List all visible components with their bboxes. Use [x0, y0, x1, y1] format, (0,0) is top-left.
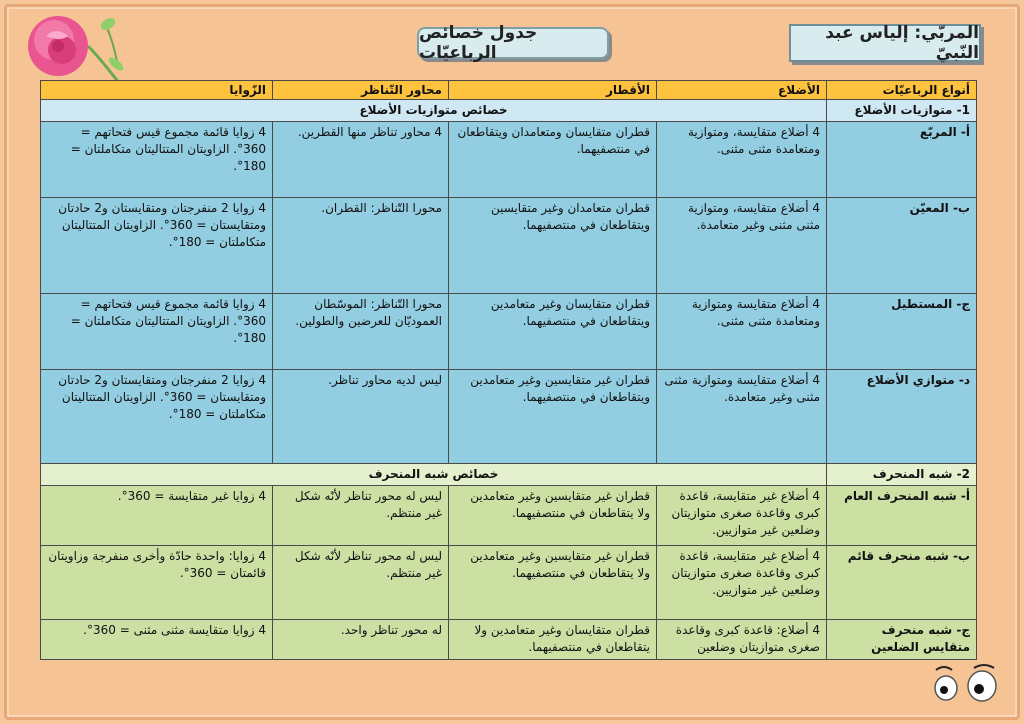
column-header: الأقطار: [449, 81, 657, 100]
angles-cell: 4 زوايا قائمة مجموع قيس فتحاتهم = 360°. الزاويتان المتتاليتان متكاملتان = 180°.: [41, 294, 273, 370]
kind-cell: أ- شبه المنحرف العام: [827, 486, 977, 546]
axes-cell: له محور تناظر واحد.: [273, 620, 449, 660]
kind-cell: ج- شبه منحرف متقايس الضلعين: [827, 620, 977, 660]
sides-cell: 4 أضلاع غير متقايسة، قاعدة كبرى وقاعدة صغرى متوازيتان وضلعين غير متوازيين.: [657, 486, 827, 546]
section-row-parallelograms: [41, 100, 977, 122]
table-row: [41, 370, 977, 464]
axes-cell: ليس له محور تناظر لأنّه شكل غير منتظم.: [273, 546, 449, 620]
column-header: الزّوايا: [41, 81, 273, 100]
angles-cell: 4 زوايا 2 منفرجتان ومتقايستان و2 حادتان ومتقايستان = 360°. الزاويتان المتتاليتان متكاملتان = 180°.: [41, 198, 273, 294]
sides-cell: 4 أضلاع غير متقايسة، قاعدة كبرى وقاعدة صغرى متوازيتان وضلعين غير متوازيين.: [657, 546, 827, 620]
section-label: 2- شبه المنحرف: [827, 464, 977, 486]
section-row-trapezoids: [41, 464, 977, 486]
diagonals-cell: قطران غير متقايسين وغير متعامدين ويتقاطعان في منتصفيهما.: [449, 370, 657, 464]
angles-cell: 4 زوايا غير متقايسة = 360°.: [41, 486, 273, 546]
diagonals-cell: قطران متقايسان وغير متعامدين ويتقاطعان في منتصفيهما.: [449, 294, 657, 370]
column-header: الأضلاع: [657, 81, 827, 100]
axes-cell: ليس لديه محاور تناظر.: [273, 370, 449, 464]
sides-cell: 4 أضلاع متقايسة، ومتوازية ومتعامدة مثنى مثنى.: [657, 122, 827, 198]
kind-cell: أ- المربّع: [827, 122, 977, 198]
axes-cell: ليس له محور تناظر لأنّه شكل غير منتظم.: [273, 486, 449, 546]
table-row: [41, 486, 977, 546]
page-title: جدول خصائص الرباعيّات: [417, 27, 609, 59]
column-header: أنواع الرباعيّات: [827, 81, 977, 100]
angles-cell: 4 زوايا 2 منفرجتان ومتقايستان و2 حادتان ومتقايستان = 360°. الزاويتان المتتاليتان متكاملتان = 180°.: [41, 370, 273, 464]
kind-cell: ج- المستطيل: [827, 294, 977, 370]
table-row: [41, 122, 977, 198]
kind-cell: ب- شبه منحرف قائم: [827, 546, 977, 620]
table-row: [41, 620, 977, 660]
angles-cell: 4 زوايا قائمة مجموع قيس فتحاتهم = 360°. الزاويتان المتتاليتان متكاملتان = 180°.: [41, 122, 273, 198]
column-header: محاور التّناظر: [273, 81, 449, 100]
table-row: [41, 294, 977, 370]
axes-cell: 4 محاور تناظر منها القطرين.: [273, 122, 449, 198]
table-header-row: [41, 81, 977, 100]
table-row: [41, 198, 977, 294]
diagonals-cell: قطران غير متقايسين وغير متعامدين ولا يتقاطعان في منتصفيهما.: [449, 486, 657, 546]
diagonals-cell: قطران غير متقايسين وغير متعامدين ولا يتقاطعان في منتصفيهما.: [449, 546, 657, 620]
section-title: خصائص متوازيات الأضلاع: [41, 100, 827, 122]
axes-cell: محورا التّناظر: القطران.: [273, 198, 449, 294]
section-title: خصائص شبه المنحرف: [41, 464, 827, 486]
kind-cell: ب- المعيّن: [827, 198, 977, 294]
sides-cell: 4 أضلاع متقايسة، ومتوازية مثنى مثنى وغير متعامدة.: [657, 198, 827, 294]
kind-cell: د- متوازي الأضلاع: [827, 370, 977, 464]
diagonals-cell: قطران متقايسان ومتعامدان ويتقاطعان في منتصفيهما.: [449, 122, 657, 198]
sides-cell: 4 أضلاع متقايسة ومتوازية مثنى مثنى وغير متعامدة.: [657, 370, 827, 464]
cartoon-eyes-icon: [930, 662, 1010, 706]
sides-cell: 4 أضلاع: قاعدة كبرى وقاعدة صغرى متوازيتان وضلعين: [657, 620, 827, 660]
angles-cell: 4 زوايا: واحدة حادّة وأخرى منفرجة وزاويتان قائمتان = 360°.: [41, 546, 273, 620]
teacher-name: المربّي: إلياس عبد النّبيّ: [789, 24, 981, 62]
section-label: 1- متوازيات الأضلاع: [827, 100, 977, 122]
angles-cell: 4 زوايا متقايسة مثنى مثنى = 360°.: [41, 620, 273, 660]
quadrilaterals-table: [40, 80, 977, 660]
diagonals-cell: قطران متعامدان وغير متقايسين ويتقاطعان في منتصفيهما.: [449, 198, 657, 294]
sides-cell: 4 أضلاع متقايسة ومتوازية ومتعامدة مثنى مثنى.: [657, 294, 827, 370]
table-row: [41, 546, 977, 620]
axes-cell: محورا التّناظر: الموسّطان العموديّان للعرضين والطولين.: [273, 294, 449, 370]
diagonals-cell: قطران متقايسان وغير متعامدين ولا يتقاطعان في منتصفيهما.: [449, 620, 657, 660]
